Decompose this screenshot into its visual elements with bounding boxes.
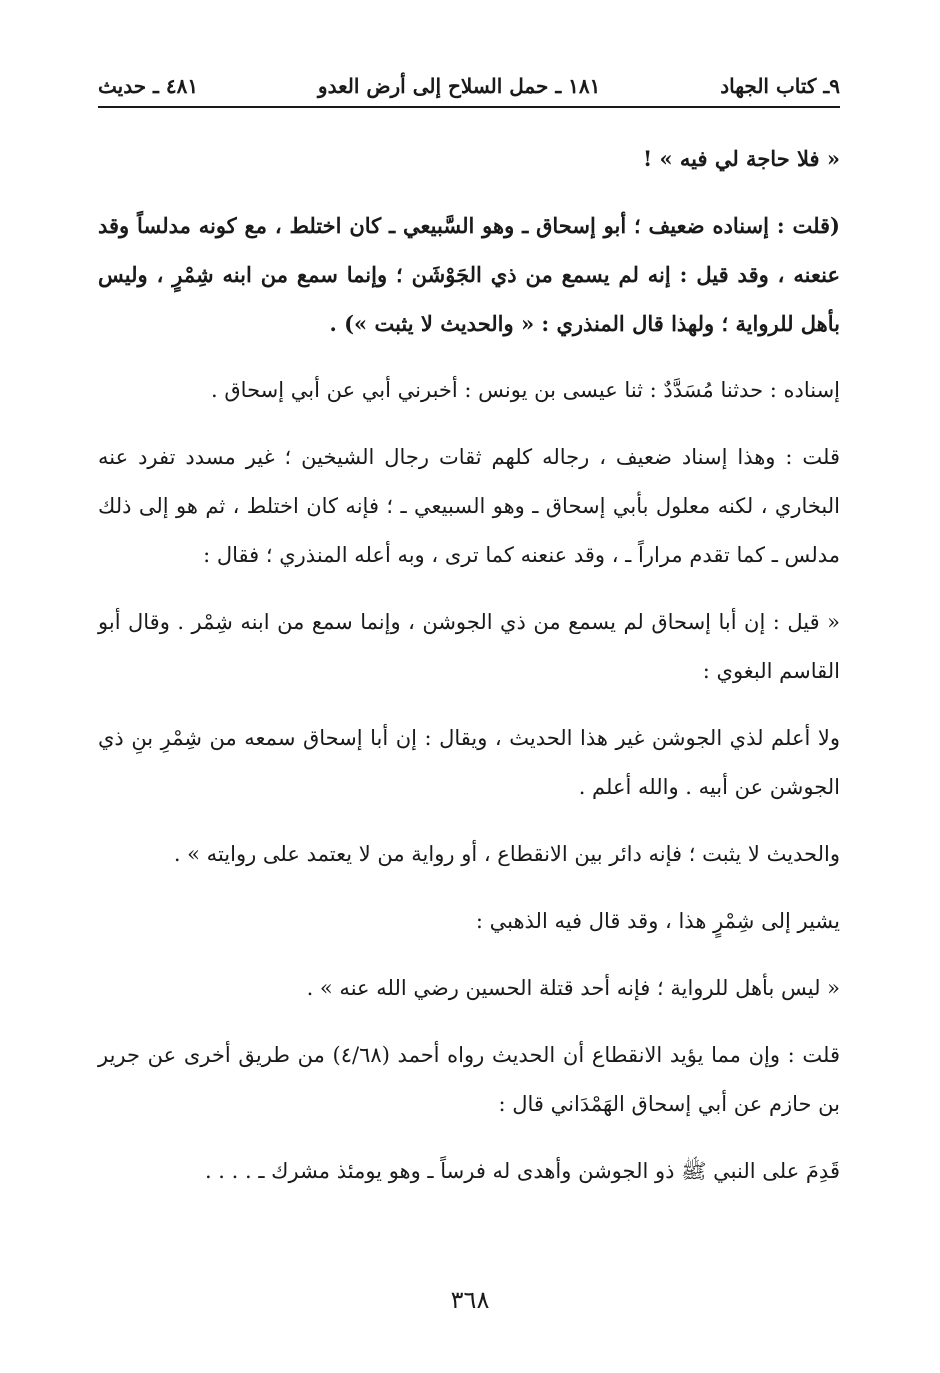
running-head	[98, 68, 840, 104]
dhahabi-quote: « ليس بأهل للرواية ؛ فإنه أحد قتلة الحسين رضي الله عنه » .	[306, 976, 840, 1000]
grading-paragraph: (قلت : إسناده ضعيف ؛ أبو إسحاق ـ وهو السَّبيعي ـ كان اختلط ، مع كونه مدلساً وقد عنعنه ، وقد قيل : إنه لم يسمع من ذي الجَوْشَن ؛ وإنما سمع من ابنه شِمْرٍ ، وليس بأهل للرواية ؛ ولهذا قال المنذري : « والحديث لا يثبت ») .	[98, 213, 840, 336]
ahmad-narration: قَدِمَ على النبي ﷺ ذو الجوشن وأهدى له فرساً ـ وهو يومئذ مشرك ـ . . . .	[204, 1159, 840, 1183]
mundhiri-quote: « قيل : إن أبا إسحاق لم يسمع من ذي الجوشن ، وإنما سمع من ابنه شِمْر . وقال أبو القاسم البغوي :	[98, 610, 840, 683]
section-title: ١٨١ ـ حمل السلاح إلى أرض العدو	[317, 74, 601, 98]
body-text	[98, 134, 840, 1196]
baghawi-quote: ولا أعلم لذي الجوشن غير هذا الحديث ، ويقال : إن أبا إسحاق سمعه من شِمْرِ بنِ ذي الجوشن عن أبيه . والله أعلم .	[98, 726, 840, 799]
chapter-title: ٩ـ كتاب الجهاد	[720, 74, 840, 98]
isnad-paragraph: إسناده : حدثنا مُسَدَّدٌ : ثنا عيسى بن يونس : أخبرني أبي عن أبي إسحاق .	[211, 378, 840, 402]
hadith-number: ٤٨١ ـ حديث	[98, 74, 199, 98]
page-number: ٣٦٨	[450, 1286, 490, 1314]
hadith-quote-end: « فلا حاجة لي فيه » !	[642, 146, 840, 171]
book-page	[98, 68, 840, 1214]
commentary-paragraph: قلت : وهذا إسناد ضعيف ، رجاله كلهم ثقات رجال الشيخين ؛ غير مسدد تفرد عنه البخاري ، لكنه معلول بأبي إسحاق ـ وهو السبيعي ـ ؛ فإنه كان اختلط ، ثم هو إلى ذلك مدلس ـ كما تقدم مراراً ـ ، وقد عنعنه كما ترى ، وبه أعله المنذري ؛ فقال :	[98, 445, 840, 567]
header-rule	[98, 106, 840, 108]
dhahabi-intro: يشير إلى شِمْرٍ هذا ، وقد قال فيه الذهبي :	[475, 909, 840, 933]
ahmad-paragraph: قلت : وإن مما يؤيد الانقطاع أن الحديث رواه أحمد (٤/٦٨) من طريق أخرى عن جرير بن حازم عن أبي إسحاق الهَمْدَاني قال :	[98, 1043, 840, 1116]
hadith-not-established: والحديث لا يثبت ؛ فإنه دائر بين الانقطاع ، أو رواية من لا يعتمد على روايته » .	[173, 842, 840, 866]
